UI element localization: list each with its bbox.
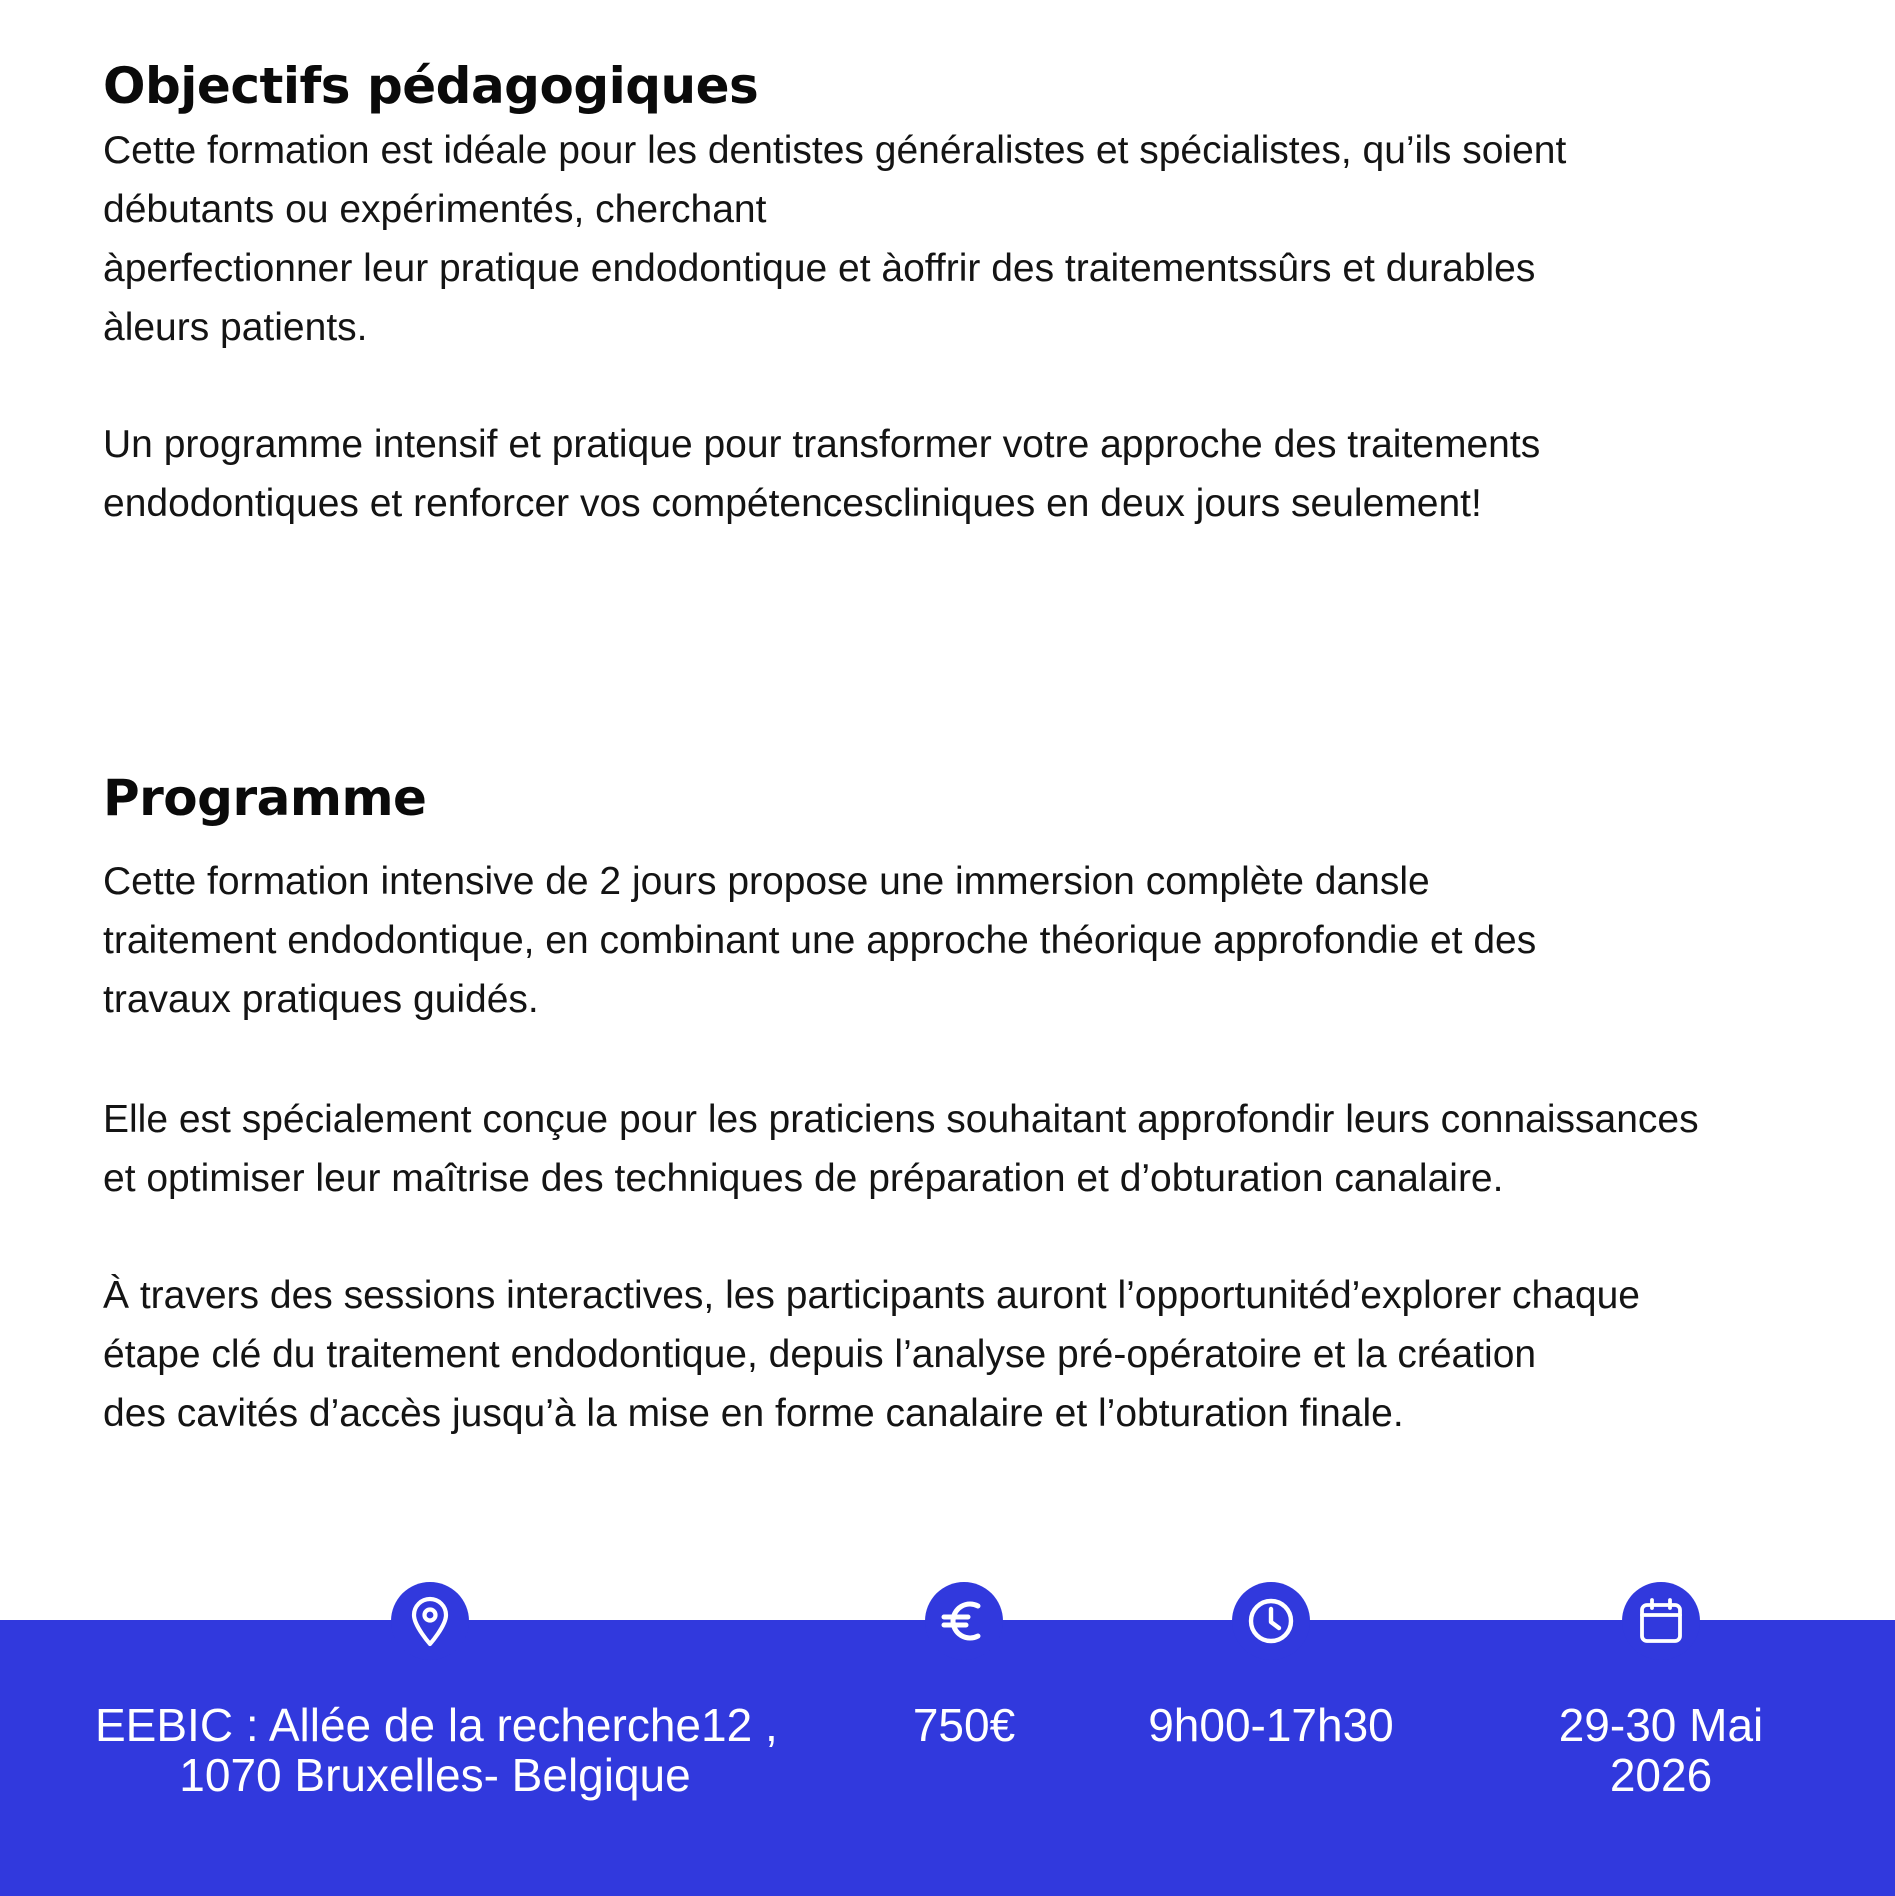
text-line: des cavités d’accès jusqu’à la mise en forme canalaire et l’obturation finale. — [103, 1392, 1404, 1435]
text-line: débutants ou expérimentés, cherchant — [103, 188, 767, 231]
programme-paragraph-3 — [103, 1266, 1823, 1443]
objectifs-paragraph-2 — [103, 415, 1823, 533]
text-line: étape clé du traitement endodontique, depuis l’analyse pré-opératoire et la création — [103, 1333, 1537, 1376]
text-line: À travers des sessions interactives, les participants auront l’opportunitéd’explorer chaque — [103, 1274, 1640, 1317]
date-line: 2026 — [1609, 1749, 1713, 1801]
text-line: Elle est spécialement conçue pour les praticiens souhaitant approfondir leurs connaissances — [103, 1098, 1699, 1141]
calendar-icon — [1622, 1582, 1700, 1660]
programme-paragraph-1 — [103, 852, 1823, 1029]
text-line: Cette formation intensive de 2 jours propose une immersion complète dansle — [103, 860, 1430, 903]
location-line: 1070 Bruxelles- Belgique — [179, 1749, 691, 1801]
price-text: 750€ — [912, 1699, 1016, 1751]
text-line: àleurs patients. — [103, 306, 368, 349]
text-line: Un programme intensif et pratique pour transformer votre approche des traitements — [103, 423, 1541, 466]
objectifs-paragraph-1 — [103, 121, 1823, 357]
location-pin-icon — [391, 1582, 469, 1660]
date-text — [1516, 1700, 1806, 1800]
text-line: endodontiques et renforcer vos compétencescliniques en deux jours seulement! — [103, 482, 1482, 525]
date-line: 29-30 Mai — [1558, 1699, 1764, 1751]
text-line: travaux pratiques guidés. — [103, 978, 539, 1021]
hours-text: 9h00-17h30 — [1148, 1699, 1394, 1751]
euro-icon — [925, 1582, 1003, 1660]
location-line: EEBIC : Allée de la recherche12 , — [95, 1699, 778, 1751]
programme-paragraph-2 — [103, 1090, 1823, 1208]
clock-icon — [1232, 1582, 1310, 1660]
location-text — [95, 1699, 778, 1801]
text-line: et optimiser leur maîtrise des techniques de préparation et d’obturation canalaire. — [103, 1157, 1504, 1200]
text-line: traitement endodontique, en combinant une approche théorique approfondie et des — [103, 919, 1537, 962]
text-line: àperfectionner leur pratique endodontique et àoffrir des traitementssûrs et durables — [103, 247, 1536, 290]
objectifs-title: Objectifs pédagogiques — [103, 57, 759, 115]
programme-title: Programme — [103, 769, 427, 827]
text-line: Cette formation est idéale pour les dentistes généralistes et spécialistes, qu’ils soient — [103, 129, 1567, 172]
